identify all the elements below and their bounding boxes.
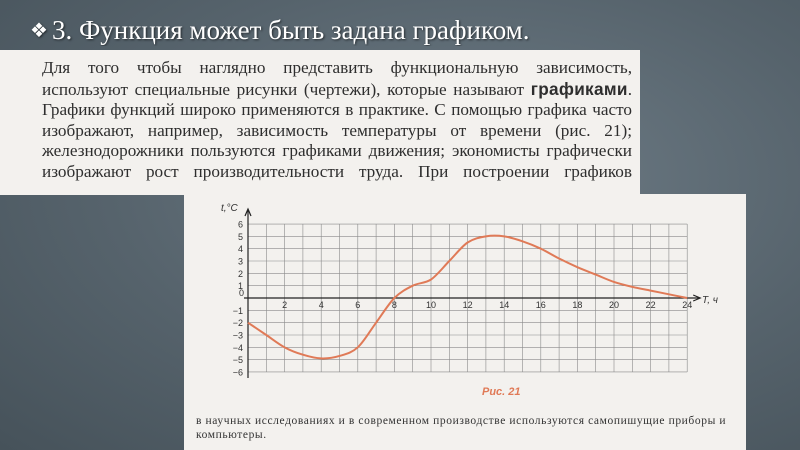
x-tick-label: 24 xyxy=(682,300,693,310)
bold-term: графиками xyxy=(530,78,628,99)
paragraph-end: . Графики функций широко применяются в практике. С помощью графика часто изображают, например, зависимость температуры от времени (рис. 21); железнодорожники пользуются графиками движения; экономисты графически изображают рост производительности труда. При построении графиков xyxy=(42,79,632,181)
x-tick-label: 18 xyxy=(572,300,583,310)
y-tick-label: −2 xyxy=(232,318,243,329)
x-axis-label: T, ч xyxy=(702,295,718,306)
x-tick-label: 16 xyxy=(535,300,546,310)
paragraph-start: Для того чтобы наглядно представить функциональную зависимость, используют специальные рисунки (чертежи), которые называют xyxy=(42,58,632,99)
x-tick-label: 14 xyxy=(499,300,510,310)
x-tick-label: 12 xyxy=(462,300,473,310)
x-tick-label: 2 xyxy=(282,300,288,310)
y-tick-label: −1 xyxy=(232,305,243,316)
y-axis-label: t,°C xyxy=(221,203,238,214)
y-tick-label: 6 xyxy=(237,219,243,230)
bottom-paragraph: в научных исследованиях и в современном производстве используются самопишущие приборы и компьютеры. xyxy=(196,415,727,441)
y-tick-label: 1 xyxy=(237,281,243,292)
y-tick-label: 3 xyxy=(237,256,243,267)
x-tick-label: 20 xyxy=(608,300,620,310)
x-tick-label: 8 xyxy=(391,300,397,310)
y-tick-label: 2 xyxy=(237,268,243,279)
figure-caption: Рис. 21 xyxy=(482,386,521,398)
y-tick-label: −5 xyxy=(232,355,243,366)
x-tick-label: 6 xyxy=(355,300,361,310)
origin-label: 0 xyxy=(238,288,244,298)
y-tick-label: −6 xyxy=(232,367,243,378)
x-tick-label: 22 xyxy=(645,300,656,310)
y-tick-label: 5 xyxy=(237,231,243,242)
x-tick-label: 4 xyxy=(318,300,324,310)
chart-axes xyxy=(244,209,700,378)
x-tick-label: 10 xyxy=(425,300,437,310)
slide-title-text: 3. Функция может быть задана графиком. xyxy=(51,15,530,45)
diamond-bullet-icon: ❖ xyxy=(30,20,48,42)
y-tick-label: −4 xyxy=(232,342,243,353)
y-tick-label: −3 xyxy=(232,330,243,341)
y-tick-label: 4 xyxy=(237,244,243,255)
